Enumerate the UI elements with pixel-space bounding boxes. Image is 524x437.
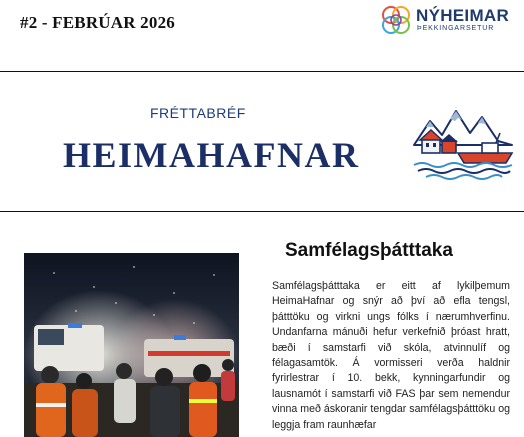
harbor-illustration-icon <box>408 103 518 183</box>
section-divider <box>0 211 524 212</box>
logo-name: NÝHEIMAR <box>416 6 510 25</box>
logo-rings-icon <box>378 2 414 38</box>
article-title: Samfélagsþátttaka <box>285 240 453 261</box>
article-body: Samfélagsþátttaka er eitt af lykilþemum HeimaHafnar og snýr að því að efla tengsl, þátttöku og virkni ungs fólks í nærumhverfinu. Undanfarna mánuði hefur verkefnið þróast hratt, bæði í samstarfi við skóla, atvinnulíf og félagasamtök. Á vormisseri verða haldnir fyrirlestrar í 10. bekk, kynningarfundir og lausnamót í samstarfi við FAS þar sem nemendur vinna með áskoranir tengdar samfélagsþátttöku og leggja fram raunhæfar <box>272 280 510 431</box>
nyheimar-logo[interactable] <box>378 2 518 38</box>
newsletter-kicker: FRÉTTABRÉF <box>150 105 246 121</box>
newsletter-title: HEIMAHAFNAR <box>63 135 360 175</box>
top-divider <box>0 71 524 72</box>
issue-number: #2 - FEBRÚAR 2026 <box>20 13 175 32</box>
logo-subtitle: ÞEKKINGARSETUR <box>417 25 495 32</box>
rescue-team-photo <box>24 253 239 437</box>
